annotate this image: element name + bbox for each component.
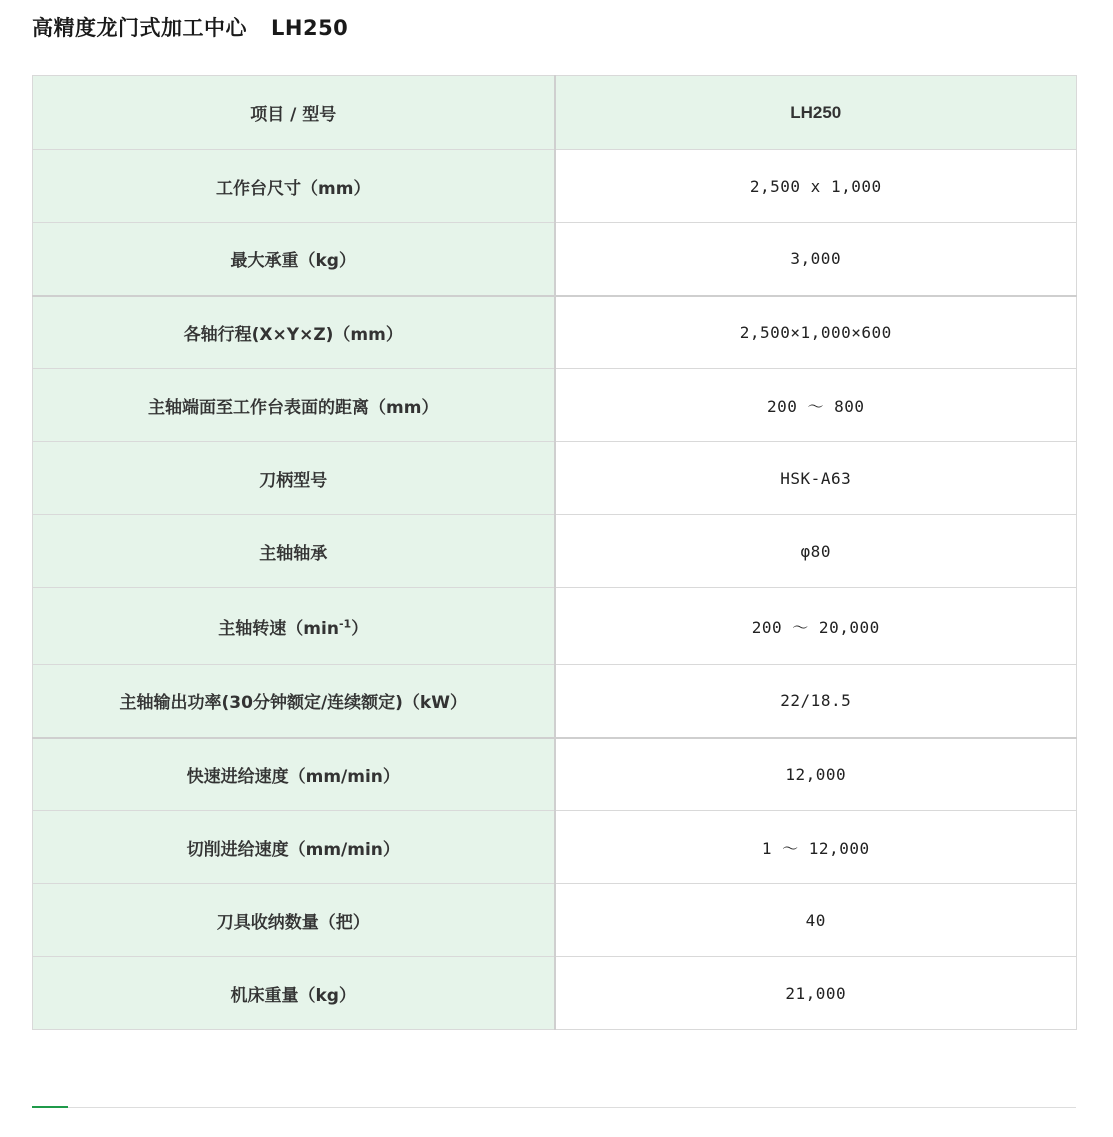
table-row	[33, 296, 1077, 369]
table-row	[33, 150, 1077, 223]
row-value-tool-capacity: 40	[555, 884, 1077, 957]
row-value-max-load: 3,000	[555, 223, 1077, 296]
row-value-machine-weight: 21,000	[555, 957, 1077, 1030]
bottom-divider	[32, 1107, 1076, 1108]
table-row	[33, 588, 1077, 665]
row-value-tool-holder: HSK-A63	[555, 442, 1077, 515]
row-label-tool-holder: 刀柄型号	[33, 442, 555, 515]
table-row	[33, 738, 1077, 811]
row-value-spindle-power: 22/18.5	[555, 665, 1077, 738]
row-value-spindle-speed: 200 ～ 20,000	[555, 588, 1077, 665]
spindle-speed-label-prefix: 主轴转速（min	[218, 618, 339, 639]
header-label-cell: 项目 / 型号	[33, 76, 555, 150]
page-title-model: LH250	[271, 16, 349, 40]
row-value-table-size: 2,500 x 1,000	[555, 150, 1077, 223]
row-label-max-load: 最大承重（kg）	[33, 223, 555, 296]
table-row	[33, 884, 1077, 957]
row-label-machine-weight: 机床重量（kg）	[33, 957, 555, 1030]
row-label-rapid-feed: 快速进给速度（mm/min）	[33, 738, 555, 811]
table-row	[33, 442, 1077, 515]
bottom-divider-accent	[32, 1106, 68, 1108]
row-label-tool-capacity: 刀具收纳数量（把）	[33, 884, 555, 957]
row-value-axis-travel: 2,500×1,000×600	[555, 296, 1077, 369]
header-model-cell: LH250	[555, 76, 1077, 150]
table-row	[33, 665, 1077, 738]
row-value-cutting-feed: 1 ～ 12,000	[555, 811, 1077, 884]
spec-table	[32, 75, 1077, 1030]
row-label-spindle-distance: 主轴端面至工作台表面的距离（mm）	[33, 369, 555, 442]
row-label-cutting-feed: 切削进给速度（mm/min）	[33, 811, 555, 884]
table-row	[33, 515, 1077, 588]
row-label-spindle-power: 主轴输出功率(30分钟额定/连续额定)（kW）	[33, 665, 555, 738]
row-label-axis-travel: 各轴行程(X×Y×Z)（mm）	[33, 296, 555, 369]
row-value-spindle-bearing: φ80	[555, 515, 1077, 588]
table-header-row	[33, 76, 1077, 150]
row-label-spindle-bearing: 主轴轴承	[33, 515, 555, 588]
spindle-speed-label-suffix: ）	[351, 618, 369, 639]
row-label-spindle-speed	[33, 588, 555, 665]
row-value-spindle-distance: 200 ～ 800	[555, 369, 1077, 442]
table-row	[33, 223, 1077, 296]
page-title	[32, 12, 348, 42]
spindle-speed-label-sup: -1	[338, 616, 352, 630]
row-value-rapid-feed: 12,000	[555, 738, 1077, 811]
table-row	[33, 811, 1077, 884]
table-row	[33, 369, 1077, 442]
table-row	[33, 957, 1077, 1030]
row-label-table-size: 工作台尺寸（mm）	[33, 150, 555, 223]
page-title-text: 高精度龙门式加工中心	[32, 16, 247, 40]
